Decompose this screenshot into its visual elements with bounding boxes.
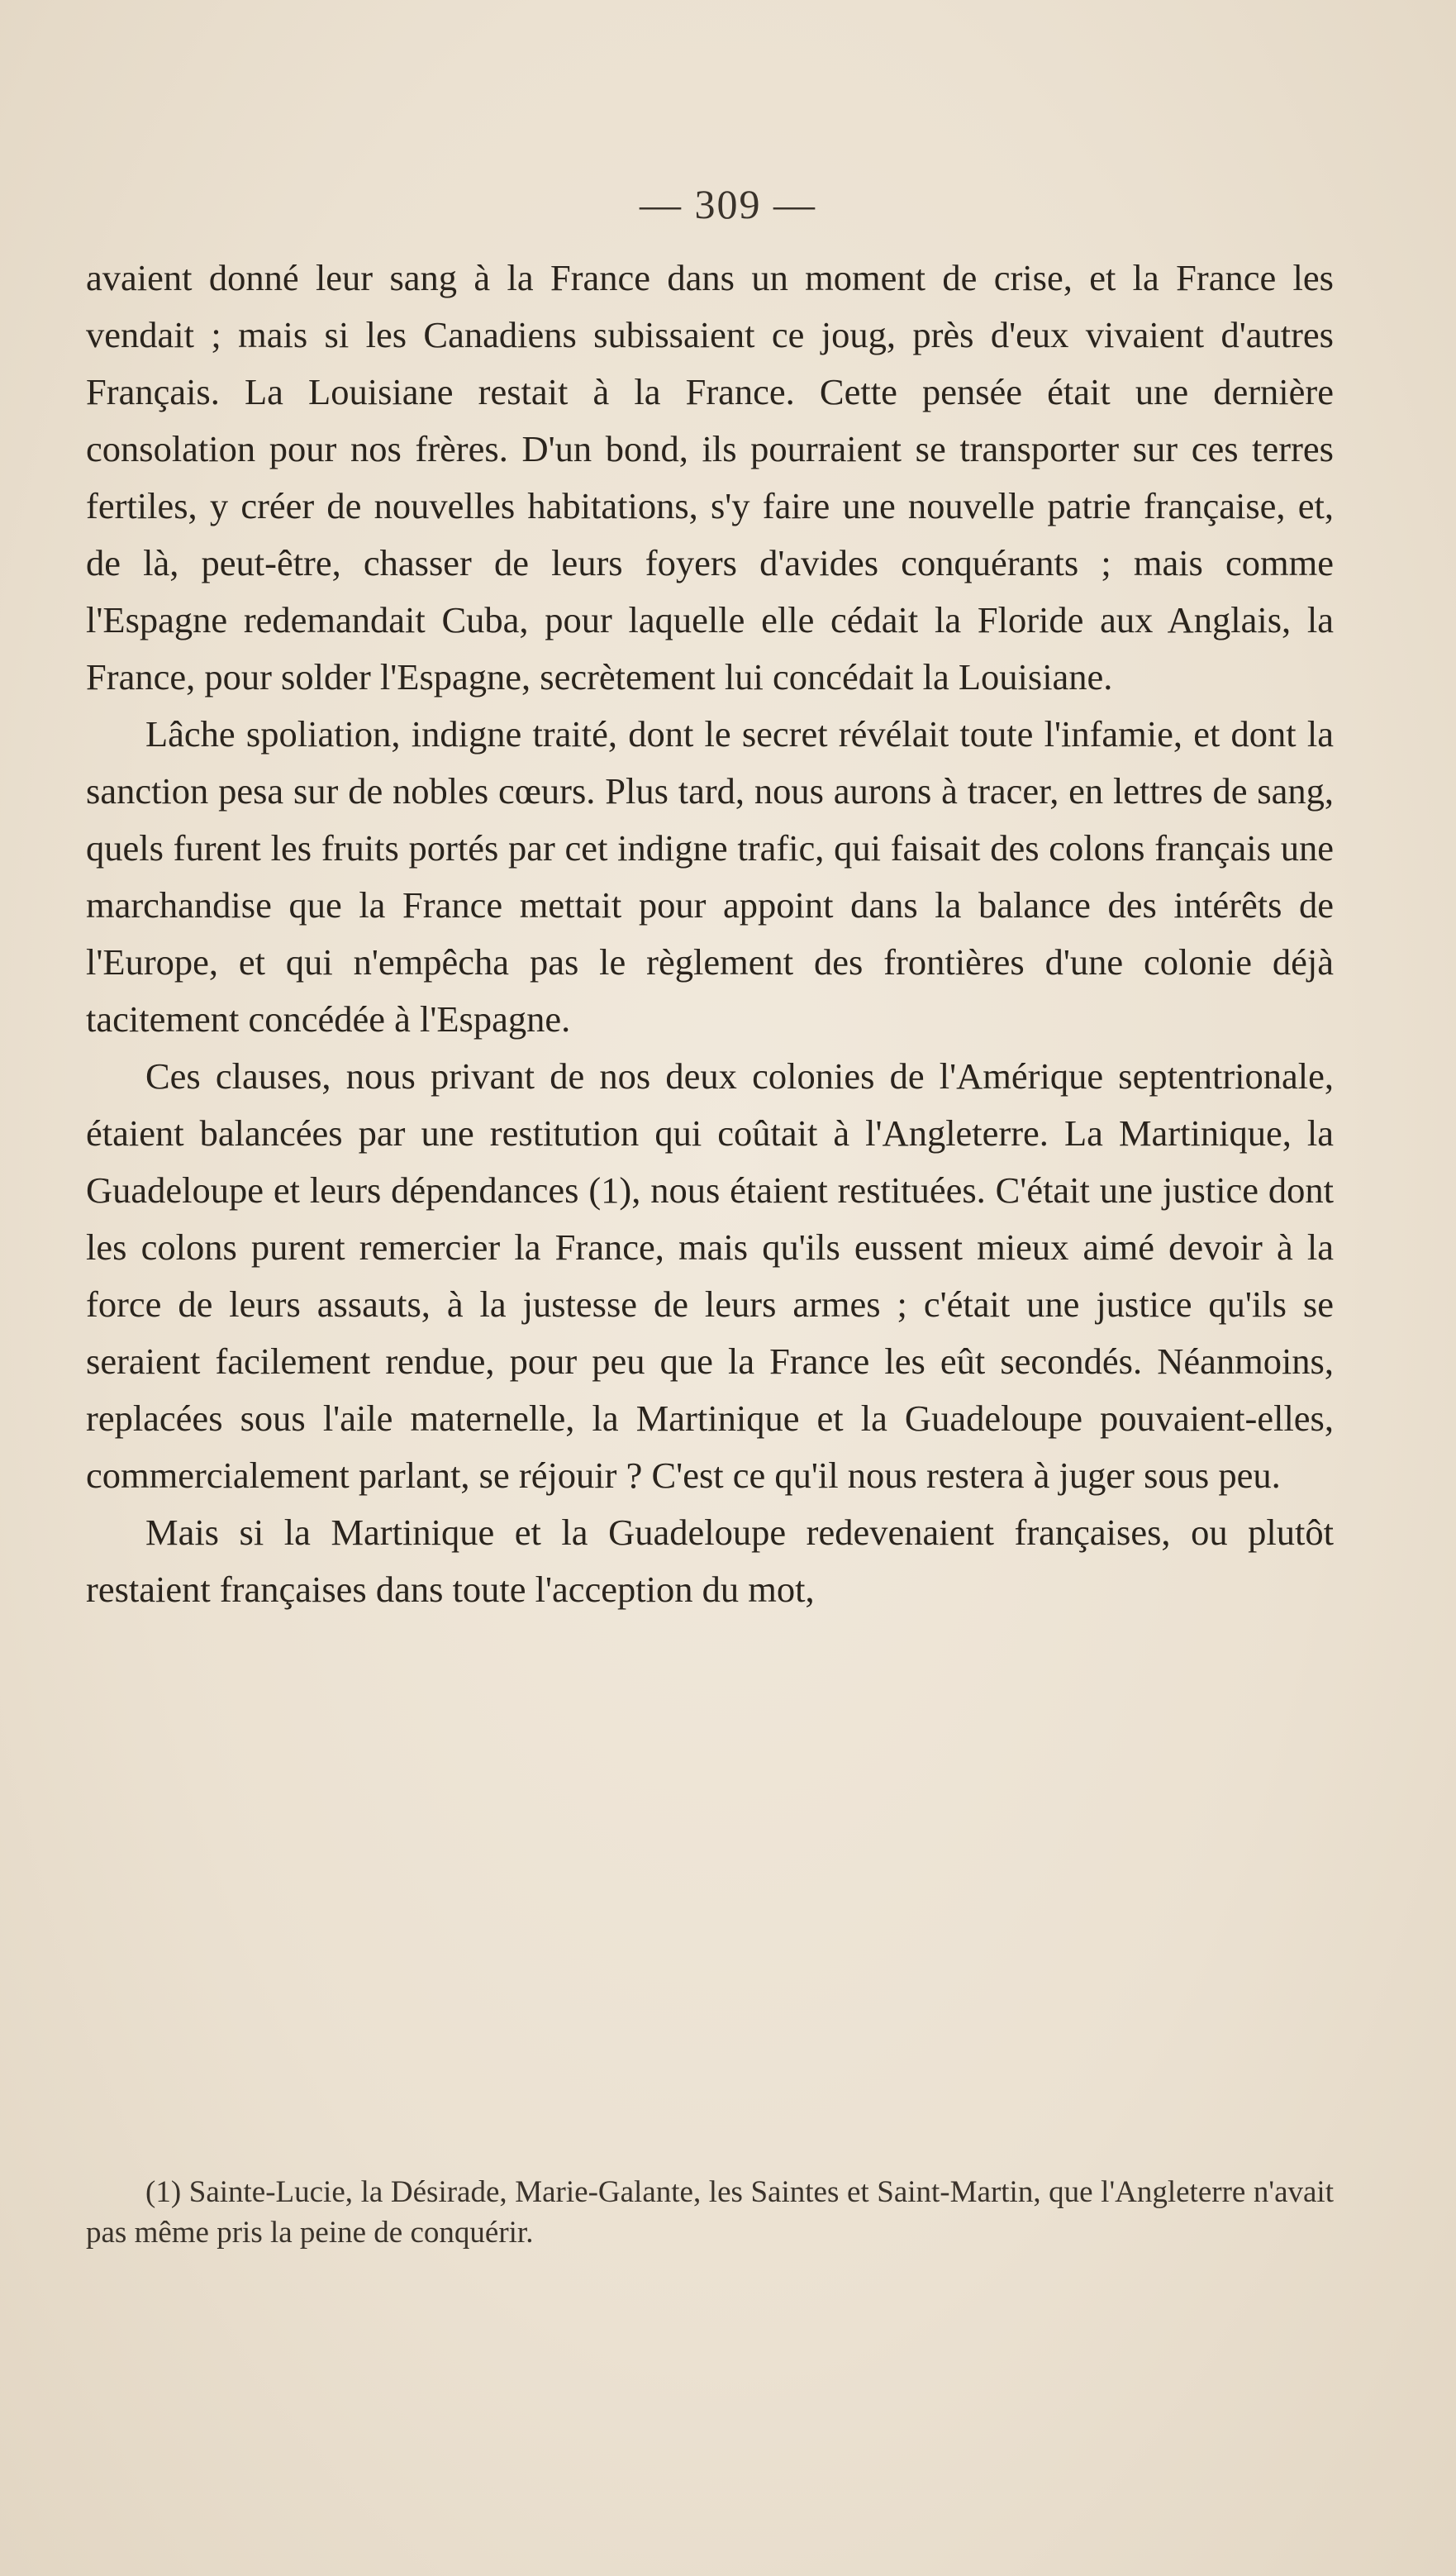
body-text	[86, 250, 1334, 1618]
paragraph-clauses: Ces clauses, nous privant de nos deux colonies de l'Amérique septentrionale, étaient balancées par une restitution qui coûtait à l'Angleterre. La Martinique, la Guadeloupe et leurs dépendances (1), nous étaient restituées. C'était une justice dont les colons purent remercier la France, mais qu'ils eussent mieux aimé devoir à la force de leurs assauts, à la justesse de leurs armes ; c'était une justice qu'ils se seraient facilement rendue, pour peu que la France les eût secondés. Néanmoins, replacées sous l'aile maternelle, la Martinique et la Guadeloupe pouvaient-elles, commercialement parlant, se réjouir ? C'est ce qu'il nous restera à juger sous peu.	[86, 1055, 1334, 1496]
paragraph-martinique: Mais si la Martinique et la Guadeloupe redevenaient françaises, ou plutôt restaient françaises dans toute l'acception du mot,	[86, 1512, 1334, 1610]
page-number: — 309 —	[640, 181, 816, 227]
footnote-text: (1) Sainte-Lucie, la Désirade, Marie-Galante, les Saintes et Saint-Martin, que l'Angleterre n'avait pas même pris la peine de conquérir.	[86, 2175, 1334, 2250]
paragraph-continuation: avaient donné leur sang à la France dans un moment de crise, et la France les vendait ; mais si les Canadiens subissaient ce joug, près d'eux vivaient d'autres Français. La Louisiane restait à la France. Cette pensée était une dernière consolation pour nos frères. D'un bond, ils pourraient se transporter sur ces terres fertiles, y créer de nouvelles habitations, s'y faire une nouvelle patrie française, et, de là, peut-être, chasser de leurs foyers d'avides conquérants ; mais comme l'Espagne redemandait Cuba, pour laquelle elle cédait la Floride aux Anglais, la France, pour solder l'Espagne, secrètement lui concédait la Louisiane.	[86, 257, 1334, 698]
paragraph-spoliation: Lâche spoliation, indigne traité, dont le secret révélait toute l'infamie, et dont la sanction pesa sur de nobles cœurs. Plus tard, nous aurons à tracer, en lettres de sang, quels furent les fruits portés par cet indigne trafic, qui faisait des colons français une marchandise que la France mettait pour appoint dans la balance des intérêts de l'Europe, et qui n'empêcha pas le règlement des frontières d'une colonie déjà tacitement concédée à l'Espagne.	[86, 713, 1334, 1040]
footnote	[86, 2172, 1334, 2253]
